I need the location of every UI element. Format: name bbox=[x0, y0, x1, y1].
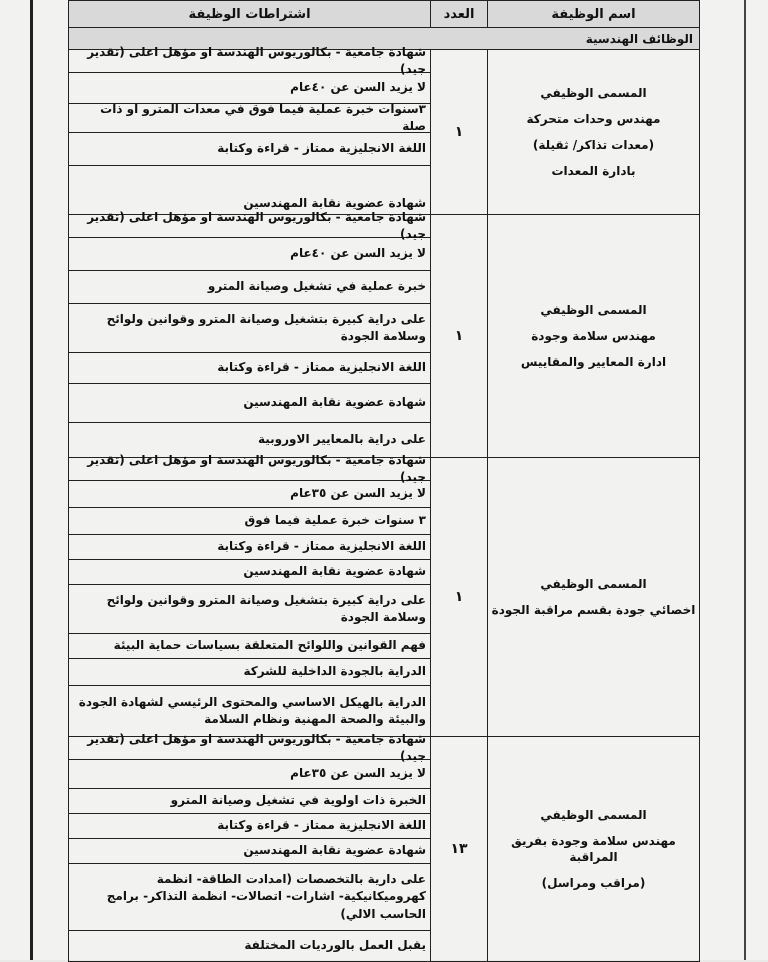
job-count: ١ bbox=[431, 215, 488, 458]
job-name-line: ادارة المعايير والمقاييس bbox=[520, 355, 667, 370]
requirement-item: على دارية بالتخصصات (امدادت الطاقة- انظمة كهروميكانيكية- اشارات- اتصالات- انظمة التذاكر- برامج الحاسب الالي) bbox=[69, 864, 430, 931]
job-name-line: اخصائي جودة بقسم مراقبة الجودة bbox=[491, 603, 696, 617]
header-job-name: اسم الوظيفة bbox=[488, 1, 700, 28]
requirement-item: لا يزيد السن عن ٤٠عام bbox=[69, 73, 430, 104]
requirement-item: على دراية كبيرة بتشغيل وصيانة المترو وقوانين ولوائح وسلامة الجودة bbox=[69, 585, 430, 634]
requirement-item: لا يزيد السن عن ٣٥عام bbox=[69, 760, 430, 789]
requirement-item: شهادة جامعية - بكالوريوس الهندسة او مؤهل اعلى (تقدير جيد) bbox=[69, 458, 430, 481]
requirement-item: لا يزيد السن عن ٤٠عام bbox=[69, 238, 430, 271]
requirement-item: على دراية بالمعايير الاوروبية bbox=[258, 432, 426, 447]
job-name-cell bbox=[488, 737, 700, 962]
header-requirements: اشتراطات الوظيفة bbox=[69, 1, 431, 28]
requirement-item: ٣ سنوات خبرة عملية فيما فوق bbox=[69, 508, 430, 535]
requirement-item: فهم القوانين واللوائح المتعلقة بسياسات حماية البيئة bbox=[69, 634, 430, 659]
job-name-line: المسمى الوظيفي bbox=[540, 85, 647, 100]
job-row bbox=[69, 458, 700, 737]
page-border-left bbox=[30, 0, 33, 960]
requirement-item: شهادة جامعية - بكالوريوس الهندسة او مؤهل اعلى (تقدير جيد) bbox=[69, 215, 430, 238]
job-name-cell bbox=[488, 50, 700, 215]
job-row bbox=[69, 737, 700, 962]
requirement-item: الدراية بالجودة الداخلية للشركة bbox=[69, 659, 430, 686]
job-count: ١٣ bbox=[431, 737, 488, 962]
requirement-item: شهادة جامعية - بكالوريوس الهندسة او مؤهل اعلى (تقدير جيد) bbox=[69, 50, 430, 73]
requirement-item: شهادة عضوية نقابة المهندسين bbox=[69, 560, 430, 585]
table-header-row bbox=[69, 1, 700, 28]
job-name-line: المسمى الوظيفي bbox=[540, 302, 647, 317]
job-name-line: المسمى الوظيفي bbox=[540, 807, 647, 822]
job-name-line: المسمى الوظيفي bbox=[540, 576, 647, 591]
job-name-cell bbox=[488, 458, 700, 737]
job-name-line: بادارة المعدات bbox=[551, 164, 636, 179]
requirement-item: خبرة عملية في تشغيل وصيانة المترو bbox=[69, 271, 430, 304]
requirement-item: على دراية كبيرة بتشغيل وصيانة المترو وقوانين ولوائح وسلامة الجودة bbox=[69, 304, 430, 353]
requirement-item: اللغة الانجليزية ممتاز - قراءة وكتابة bbox=[69, 353, 430, 384]
section-title: الوظائف الهندسية bbox=[69, 28, 700, 50]
page-border-right bbox=[744, 0, 746, 960]
job-name-line: مهندس وحدات متحركة bbox=[526, 111, 661, 126]
job-row bbox=[69, 50, 700, 215]
requirement-item: الدراية بالهيكل الاساسي والمحتوى الرئيسي لشهادة الجودة والبيئة والصحة المهنية ونظام السلامة bbox=[78, 694, 426, 726]
requirement-item: شهادة عضوية نقابة المهندسين bbox=[243, 195, 426, 210]
requirement-item: ٣سنوات خبرة عملية فيما فوق في معدات المترو او ذات صلة bbox=[69, 104, 430, 133]
job-count: ١ bbox=[431, 458, 488, 737]
requirement-item: اللغة الانجليزية ممتاز - قراءة وكتابة bbox=[69, 814, 430, 839]
requirements-cell bbox=[69, 209, 431, 458]
requirement-item: يقبل العمل بالورديات المختلفة bbox=[244, 938, 426, 953]
requirements-cell bbox=[69, 452, 431, 737]
requirement-item: شهادة جامعية - بكالوريوس الهندسة او مؤهل اعلى (تقدير جيد) bbox=[69, 737, 430, 760]
job-name-cell bbox=[488, 215, 700, 458]
job-name-line: (مراقب ومراسل) bbox=[541, 876, 646, 891]
job-requirements-table bbox=[68, 0, 700, 962]
requirements-cell bbox=[69, 44, 431, 215]
requirements-cell bbox=[69, 731, 431, 962]
requirement-item: اللغة الانجليزية ممتاز - قراءة وكتابة bbox=[69, 535, 430, 560]
header-count: العدد bbox=[431, 1, 488, 28]
job-name-line: مهندس سلامة وجودة بفريق المراقبة bbox=[511, 833, 676, 864]
job-row bbox=[69, 215, 700, 458]
job-name-line: مهندس سلامة وجودة bbox=[531, 328, 656, 343]
requirement-item: اللغة الانجليزية ممتاز - قراءة وكتابة bbox=[69, 133, 430, 166]
requirement-item: لا يزيد السن عن ٣٥عام bbox=[69, 481, 430, 508]
requirement-item: الخبرة ذات اولوية في تشغيل وصيانة المترو bbox=[69, 789, 430, 814]
job-name-line: (معدات تذاكر/ ثقيلة) bbox=[532, 138, 655, 152]
job-count: ١ bbox=[431, 50, 488, 215]
requirement-item: شهادة عضوية نقابة المهندسين bbox=[69, 384, 430, 423]
requirement-item: شهادة عضوية نقابة المهندسين bbox=[69, 839, 430, 864]
